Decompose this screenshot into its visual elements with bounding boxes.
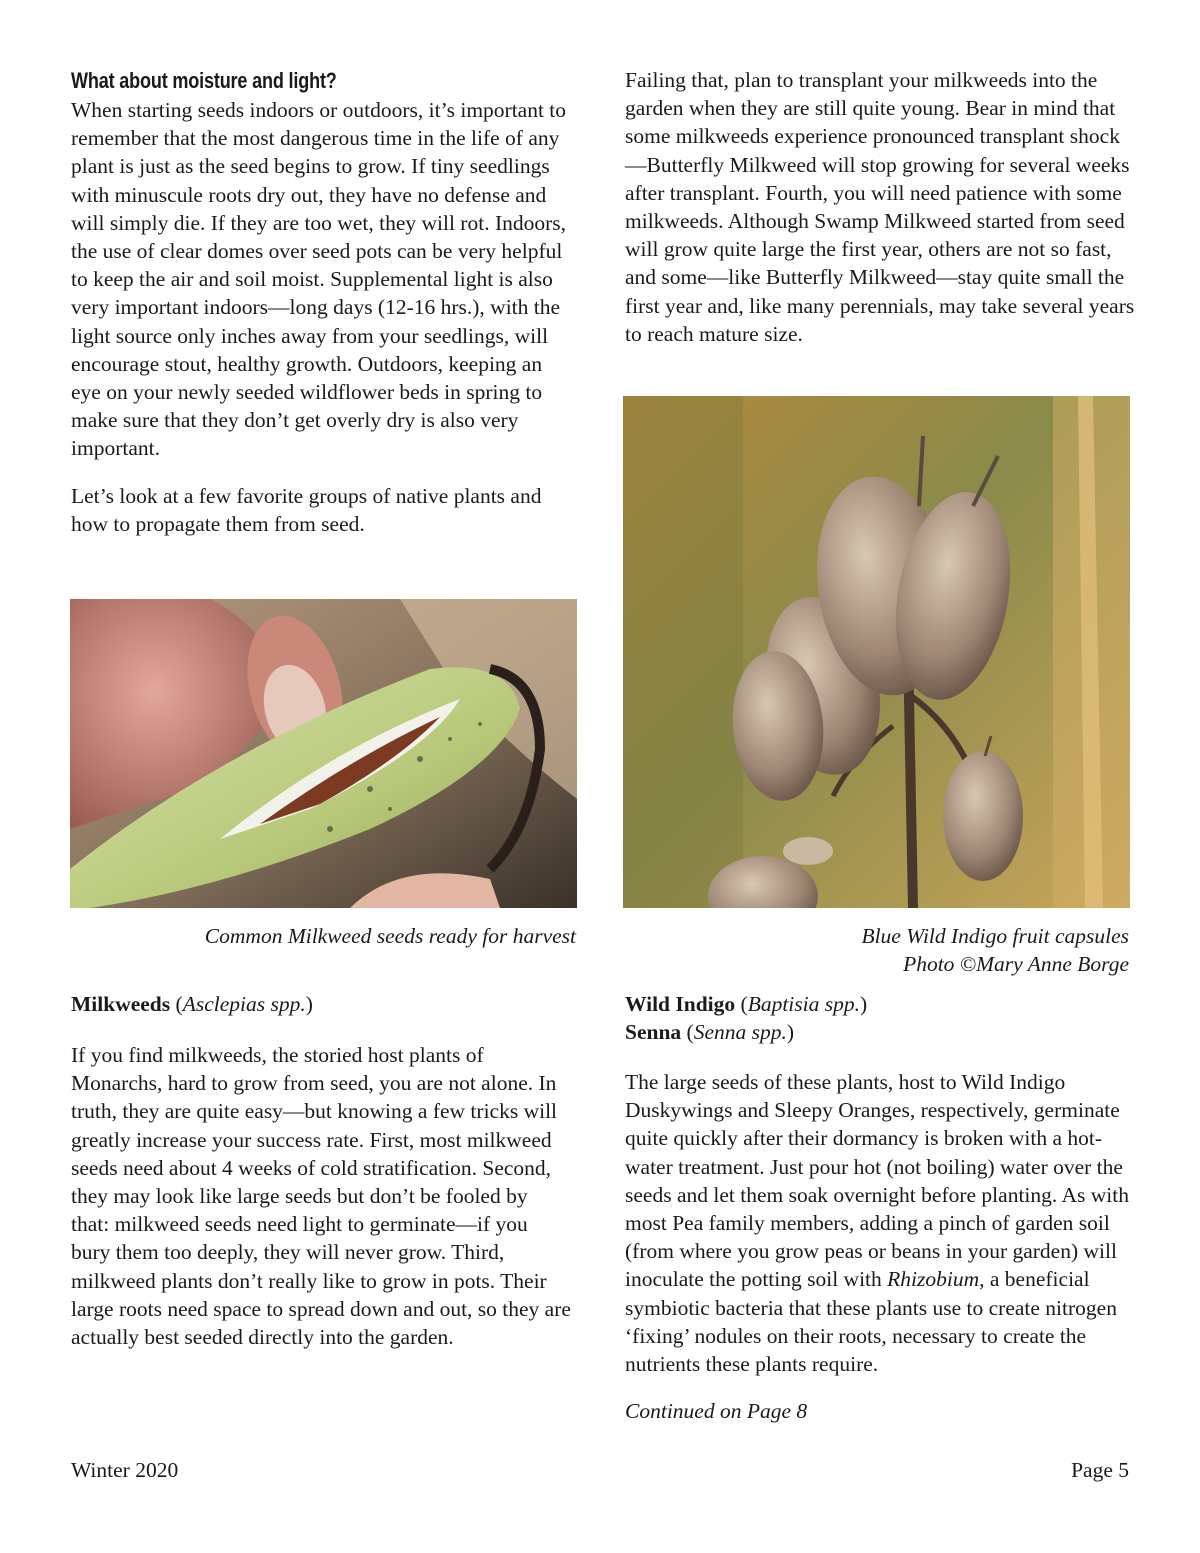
groups-paragraph: Let’s look at a few favorite groups of native plants and how to propagate them from seed. [71,483,542,536]
continuation-paragraph: Failing that, plan to transplant your milkweeds into the garden when they are still quite young. Bear in mind that some milkweeds experience pronounced transplant shock—Butterfly Milkweed will stop growing for several weeks after transplant. Fourth, you will need patience with some milkweeds. Although Swamp Milkweed started from seed will grow quite large the first year, others are not so fast, and some—like Butterfly Milkweed—stay quite small the first year and, like many perennials, may take several years to reach mature size. [625,68,1135,346]
indigo-paragraph-end: , a beneficial symbiotic bacteria that these plants use to create nitrogen ‘fixing’ nodules on their roots, necessary to create the nutrients these plants require. [625,1267,1117,1377]
left-column [71,66,571,538]
senna-latin: Senna spp. [693,1020,787,1044]
indigo-photo-caption [625,922,1129,978]
indigo-subhead: Wild Indigo (Baptisia spp.) [625,992,868,1016]
indigo-body [625,1068,1140,1425]
senna-subhead: Senna (Senna spp.) [625,1020,795,1044]
milkweed-name: Milkweeds [71,992,171,1016]
milkweed-body [71,1041,571,1351]
indigo-photo [623,396,1130,908]
milkweed-photo-caption: Common Milkweed seeds ready for harvest [204,924,576,948]
indigo-paragraph [625,1068,1140,1378]
milkweed-subhead: Milkweeds (Asclepias spp.) [71,992,313,1016]
section-heading: What about moisture and light? [71,68,337,93]
senna-name: Senna [625,1020,682,1044]
footer-issue: Winter 2020 [71,1458,179,1482]
right-column [625,66,1140,348]
footer-page-number: Page 5 [1071,1458,1129,1482]
milkweed-paragraph: If you find milkweeds, the storied host plants of Monarchs, hard to grow from seed, you are not alone. In truth, they are quite easy—but knowing a few tricks will greatly increase your success rate. First, most milkweed seeds need about 4 weeks of cold stratification. Second, they may look like large seeds but don’t be fooled by that: milkweed seeds need light to germinate—if you bury them too deeply, they will never grow. Third, milkweed plants don’t really like to grow in pots. Their large roots need space to spread down and out, so they are actually best seeded directly into the garden. [71,1043,571,1350]
milkweed-photo [70,599,577,908]
indigo-name: Wild Indigo [625,992,736,1016]
indigo-senna-subheads [625,990,1135,1046]
indigo-caption-line: Blue Wild Indigo fruit capsules [861,924,1129,948]
indigo-latin: Baptisia spp. [747,992,860,1016]
intro-paragraph: When starting seeds indoors or outdoors, it’s important to remember that the most dangerous time in the life of any plant is just as the seed begins to grow. If tiny seedlings with minuscule roots dry out, they have no defense and will simply die. If they are too wet, they will rot. Indoors, the use of clear domes over seed pots can be very helpful to keep the air and soil moist. Supplemental light is also very important indoors—long days (12-16 hrs.), with the light source only inches away from your seedlings, will encourage stout, healthy growth. Outdoors, keeping an eye on your newly seeded wildflower beds in spring to make sure that they don’t get overly dry is also very important. [71,98,567,461]
milkweed-latin: Asclepias spp. [182,992,306,1016]
continued-note: Continued on Page 8 [625,1399,808,1424]
photo-credit: Photo ©Mary Anne Borge [903,952,1129,976]
rhizobium-term: Rhizobium [887,1267,980,1292]
indigo-paragraph-start: The large seeds of these plants, host to Wild Indigo Duskywings and Sleepy Oranges, respectively, germinate quite quickly after their dormancy is broken with a hot-water treatment. Just pour hot (not boiling) water over the seeds and let them soak overnight before planting. As with most Pea family members, adding a pinch of garden soil (from where you grow peas or beans in your garden) will inoculate the potting soil with [625,1070,1129,1292]
